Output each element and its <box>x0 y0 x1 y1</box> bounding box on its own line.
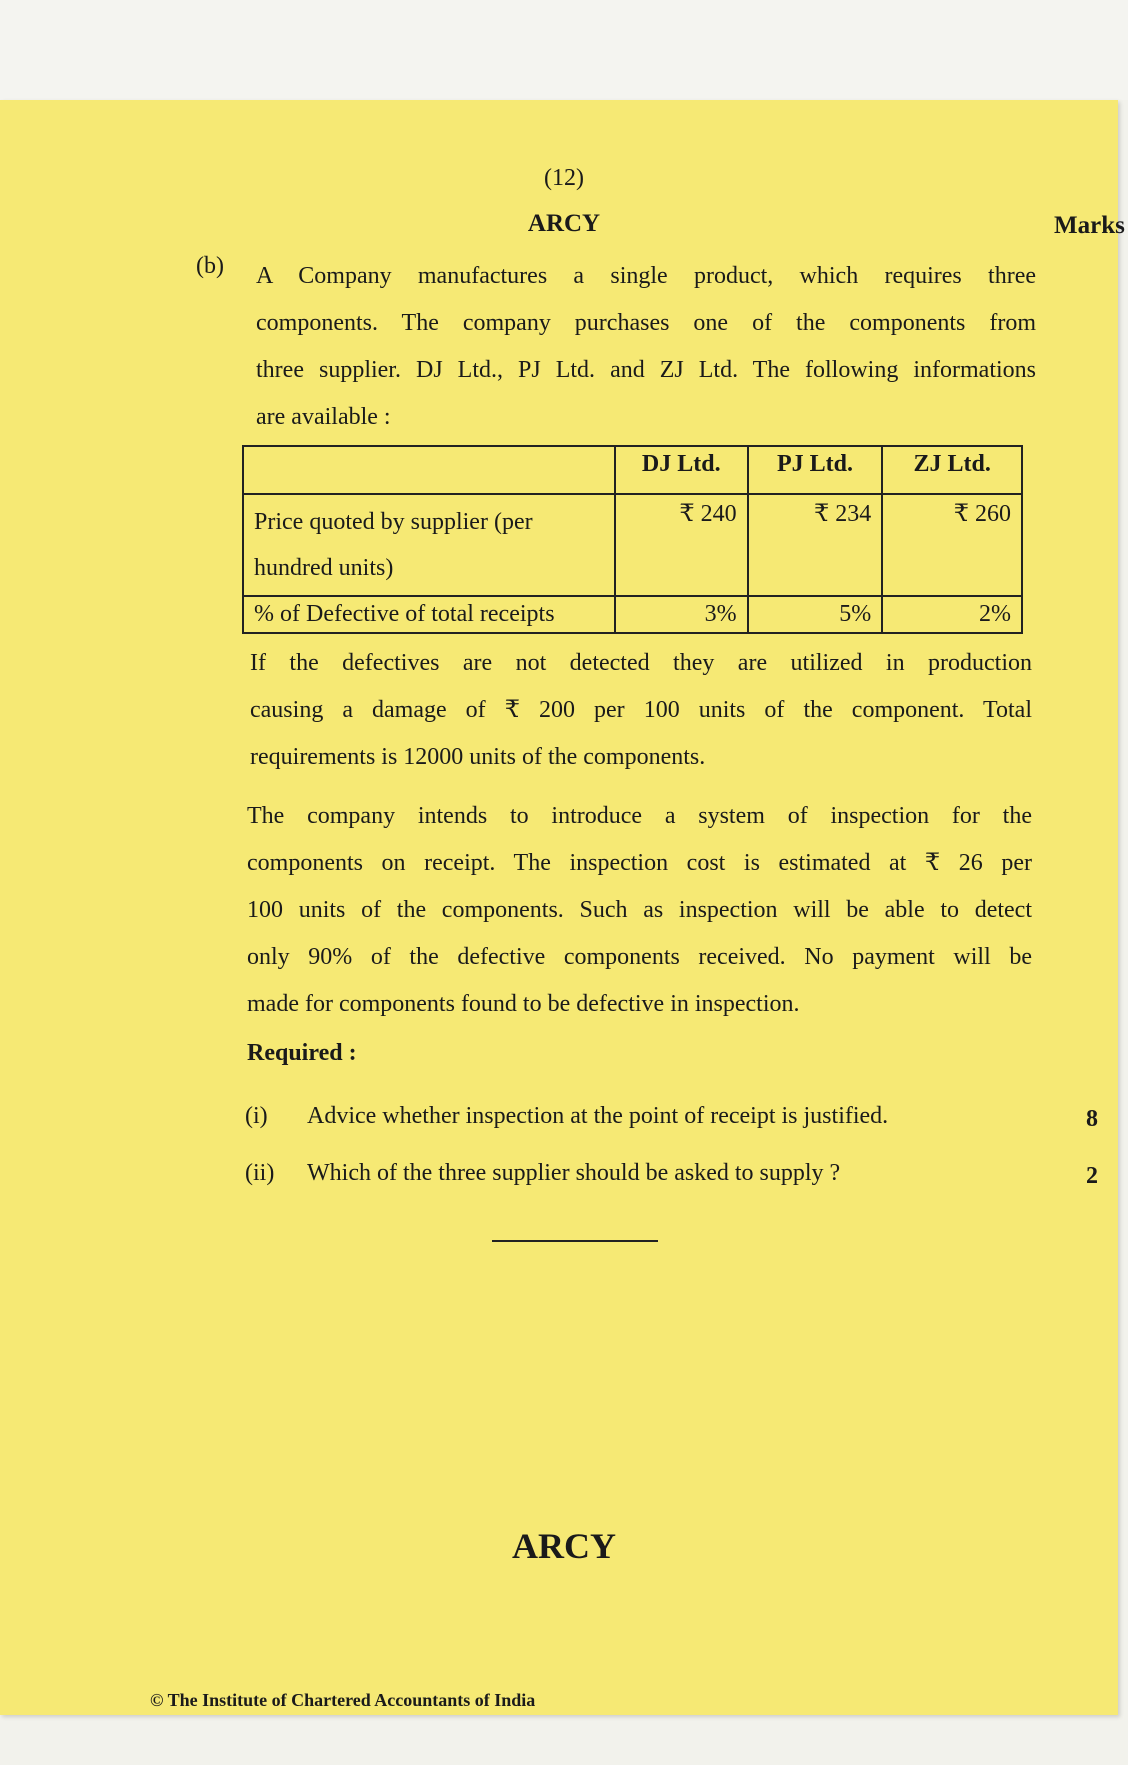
sub-question-marks: 2 <box>1086 1163 1098 1189</box>
table-header-cell <box>243 446 615 494</box>
paragraph-line: components on receipt. The inspection cost is estimated at ₹ 26 per <box>247 850 1032 876</box>
sub-question-number: (ii) <box>245 1160 275 1186</box>
table-row <box>243 596 1022 633</box>
table-cell: ₹ 260 <box>882 494 1022 596</box>
intro-line: components. The company purchases one of the components from <box>256 310 1036 336</box>
supplier-table <box>242 445 1023 634</box>
table-cell: 3% <box>615 596 748 633</box>
scan-top-margin <box>0 0 1128 100</box>
intro-line: three supplier. DJ Ltd., PJ Ltd. and ZJ Ltd. The following informations <box>256 357 1036 383</box>
inspection-paragraph <box>247 793 1032 1028</box>
paragraph-line: 100 units of the components. Such as inspection will be able to detect <box>247 897 1032 923</box>
sub-question-number: (i) <box>245 1103 268 1129</box>
paragraph-line: requirements is 12000 units of the components. <box>250 744 706 770</box>
table-cell: 2% <box>882 596 1022 633</box>
end-rule <box>492 1240 658 1242</box>
table-cell: % of Defective of total receipts <box>243 596 615 633</box>
intro-line: are available : <box>256 404 391 430</box>
sub-question-marks: 8 <box>1086 1106 1098 1132</box>
paragraph-line: made for components found to be defective in inspection. <box>247 991 800 1017</box>
table-cell: ₹ 240 <box>615 494 748 596</box>
table-cell: Price quoted by supplier (per hundred units) <box>243 494 615 596</box>
question-label: (b) <box>196 253 224 279</box>
table-header-cell: PJ Ltd. <box>748 446 883 494</box>
sub-question-text: Which of the three supplier should be asked to supply ? <box>307 1160 841 1186</box>
sub-question <box>245 1160 840 1187</box>
intro-line: A Company manufactures a single product, which requires three <box>256 263 1036 289</box>
paragraph-line: If the defectives are not detected they are utilized in production <box>250 650 1032 676</box>
table-cell: ₹ 234 <box>748 494 883 596</box>
marks-column-heading: Marks <box>1054 212 1125 239</box>
copyright-notice: © The Institute of Chartered Accountants of India <box>150 1690 536 1710</box>
paper-code-header: ARCY <box>527 210 601 237</box>
page-number: (12) <box>544 165 584 191</box>
paper-code-footer: ARCY <box>512 1526 616 1566</box>
table-header-cell: DJ Ltd. <box>615 446 748 494</box>
damage-paragraph <box>250 640 1032 781</box>
table-header-row <box>243 446 1022 494</box>
table-header-cell: ZJ Ltd. <box>882 446 1022 494</box>
sub-question-text: Advice whether inspection at the point of receipt is justified. <box>307 1103 889 1129</box>
paragraph-line: The company intends to introduce a system of inspection for the <box>247 803 1032 829</box>
paragraph-line: only 90% of the defective components received. No payment will be <box>247 944 1032 970</box>
paragraph-line: causing a damage of ₹ 200 per 100 units of the component. Total <box>250 697 1032 723</box>
sub-question <box>245 1103 888 1130</box>
table-row <box>243 494 1022 596</box>
table-cell: 5% <box>748 596 883 633</box>
intro-paragraph <box>256 253 1036 441</box>
required-heading: Required : <box>247 1040 357 1066</box>
